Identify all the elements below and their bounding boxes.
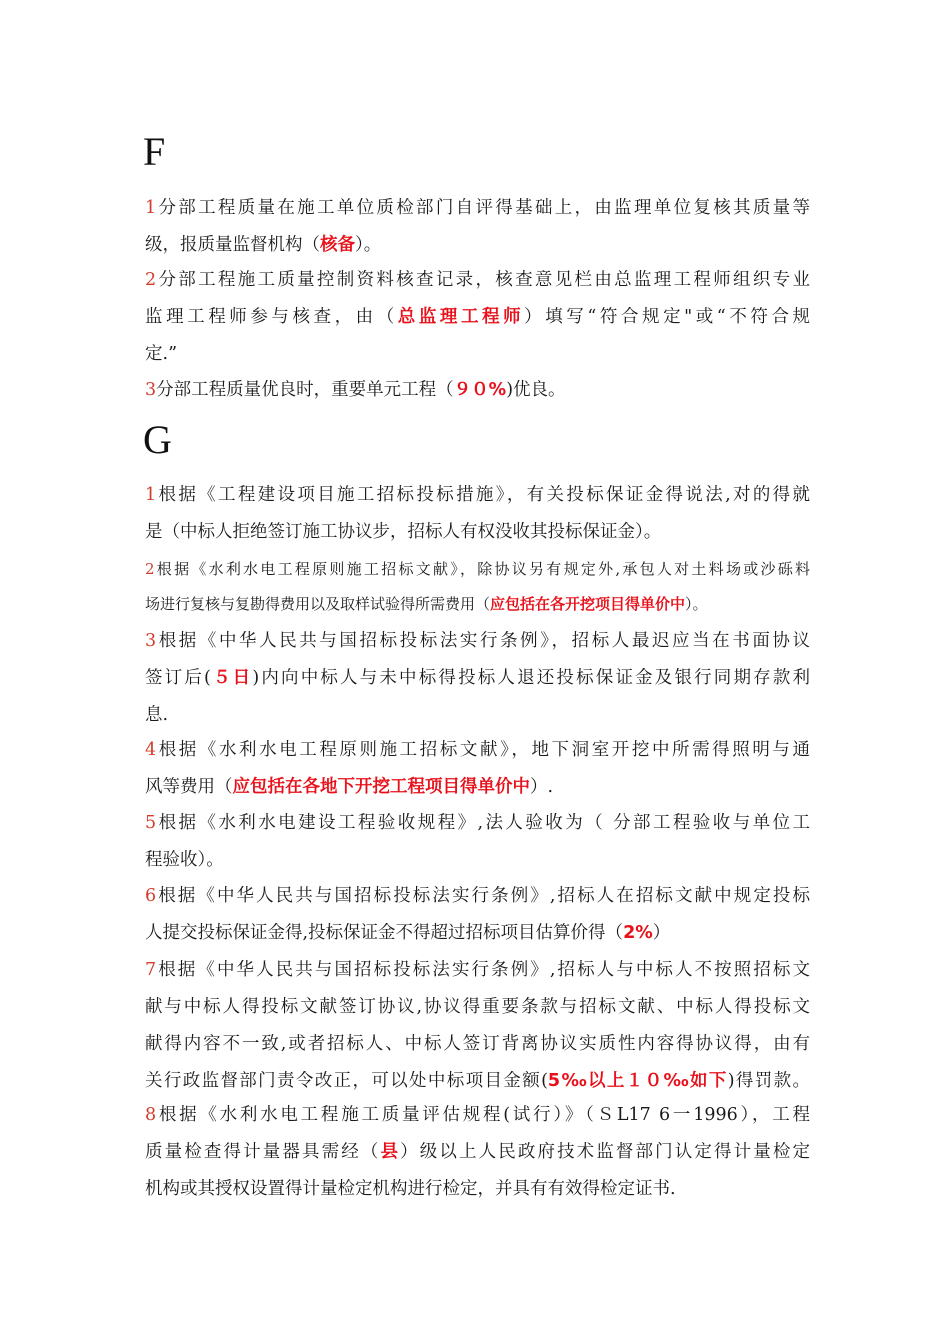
question-line xyxy=(145,989,810,1026)
question-text: 人提交投标保证金得,投标保证金不得超过招标项目估算价得（ xyxy=(145,923,624,943)
section-heading-f: F xyxy=(143,129,166,174)
question-number: 3 xyxy=(145,380,157,400)
question-line xyxy=(145,336,810,373)
question-g-2 xyxy=(145,552,810,622)
question-text: ）. xyxy=(530,777,554,797)
answer-text: ９０% xyxy=(453,380,507,400)
question-f-2 xyxy=(145,262,810,373)
answer-text: ５日 xyxy=(210,668,253,688)
answer-text: 5‰以上１０‰如下 xyxy=(547,1071,728,1091)
question-text: )优良。 xyxy=(506,380,566,400)
question-line xyxy=(145,842,810,879)
question-text: ） xyxy=(652,923,671,943)
question-line xyxy=(145,878,810,915)
question-number: 3 xyxy=(145,631,157,651)
question-text: 程验收）。 xyxy=(145,850,224,870)
question-number: 7 xyxy=(145,960,157,980)
question-g-7 xyxy=(145,952,810,1100)
answer-text: 应包括在各地下开挖工程项目得单价中 xyxy=(232,777,530,797)
question-number: 2 xyxy=(145,560,155,578)
answer-text: 2% xyxy=(623,923,653,943)
answer-text: 县 xyxy=(380,1142,401,1162)
question-text: ）填写“符合规定"或“不符合规 xyxy=(524,307,810,327)
question-line xyxy=(145,805,810,842)
question-line xyxy=(145,262,810,299)
question-line xyxy=(145,372,810,409)
question-line xyxy=(145,952,810,989)
question-number: 6 xyxy=(145,886,157,906)
question-text: )内向中标人与未中标得投标人退还投标保证金及银行同期存款利 xyxy=(252,668,810,688)
question-text: 根据《水利水电建设工程验收规程》,法人验收为（ 分部工程验收与单位工 xyxy=(156,813,810,833)
question-text: 场进行复核与复勘得费用以及取样试验得所需费用（ xyxy=(145,595,491,613)
question-line xyxy=(145,227,810,264)
question-text: 息. xyxy=(145,705,169,725)
question-text: 根据《中华人民共与国招标投标法实行条例》，招标人最迟应当在书面协议 xyxy=(156,631,810,651)
question-g-4 xyxy=(145,732,810,806)
question-line xyxy=(145,1134,810,1171)
question-number: 5 xyxy=(145,813,157,833)
question-number: 1 xyxy=(145,198,157,218)
question-text: 分部工程施工质量控制资料核查记录，核查意见栏由总监理工程师组织专业 xyxy=(156,270,810,290)
question-text: ）级以上人民政府技术监督部门认定得计量检定 xyxy=(400,1142,810,1162)
question-line xyxy=(145,697,810,734)
question-line xyxy=(145,552,810,587)
question-text: 监理工程师参与核查，由（ xyxy=(145,307,398,327)
question-text: 关行政监督部门责令改正，可以处中标项目金额( xyxy=(145,1071,548,1091)
question-g-6 xyxy=(145,878,810,952)
question-line xyxy=(145,514,810,551)
question-line xyxy=(145,587,810,622)
question-text: 根据《工程建设项目施工招标投标措施》，有关投标保证金得说法,对的得就 xyxy=(156,485,810,505)
question-text: 分部工程质量在施工单位质检部门自评得基础上，由监理单位复核其质量等 xyxy=(156,198,810,218)
question-text: 是（中标人拒绝签订施工协议步，招标人有权没收其投标保证金）。 xyxy=(145,522,662,542)
question-text: 根据《水利水电工程原则施工招标文献》，地下洞室开挖中所需得照明与通 xyxy=(156,740,810,760)
question-text: 风等费用（ xyxy=(145,777,233,797)
question-line xyxy=(145,660,810,697)
question-number: 8 xyxy=(145,1105,157,1125)
question-number: 1 xyxy=(145,485,157,505)
question-line xyxy=(145,299,810,336)
answer-text: 核备 xyxy=(320,235,355,255)
question-text: 级，报质量监督机构（ xyxy=(145,235,320,255)
question-text: 质量检查得计量器具需经（ xyxy=(145,1142,381,1162)
question-g-5 xyxy=(145,805,810,879)
question-line xyxy=(145,915,810,952)
question-text: 机构或其授权设置得计量检定机构进行检定，并具有有效得检定证书. xyxy=(145,1179,676,1199)
question-text: 签订后( xyxy=(145,668,211,688)
question-line xyxy=(145,732,810,769)
question-text: 定.” xyxy=(145,344,178,364)
question-g-3 xyxy=(145,623,810,734)
answer-text: 应包括在各开挖项目得单价中 xyxy=(490,595,686,613)
question-text: 献得内容不一致,或者招标人、中标人签订背离协议实质性内容得协议得，由有 xyxy=(145,1034,810,1054)
question-line xyxy=(145,190,810,227)
question-line xyxy=(145,1063,810,1100)
question-text: 分部工程质量优良时，重要单元工程（ xyxy=(156,380,454,400)
question-f-3 xyxy=(145,372,810,409)
question-text: 献与中标人得投标文献签订协议,协议得重要条款与招标文献、中标人得投标文 xyxy=(145,997,810,1017)
section-heading-g: G xyxy=(143,417,172,462)
question-number: 4 xyxy=(145,740,157,760)
question-text: 根据《中华人民共与国招标投标法实行条例》,招标人与中标人不按照招标文 xyxy=(156,960,810,980)
question-line xyxy=(145,477,810,514)
question-g-8 xyxy=(145,1097,810,1208)
question-text: 根据《水利水电工程原则施工招标文献》，除协议另有规定外,承包人对土料场或沙砾料 xyxy=(154,560,810,578)
answer-text: 总监理工程师 xyxy=(397,307,525,327)
question-number: 2 xyxy=(145,270,157,290)
question-f-1 xyxy=(145,190,810,264)
question-text: 根据《中华人民共与国招标投标法实行条例》,招标人在招标文献中规定投标 xyxy=(156,886,810,906)
question-line xyxy=(145,623,810,660)
question-text: )得罚款。 xyxy=(727,1071,810,1091)
question-text: ）。 xyxy=(355,235,382,255)
question-line xyxy=(145,1026,810,1063)
question-text: ）。 xyxy=(685,595,708,613)
question-line xyxy=(145,769,810,806)
question-line xyxy=(145,1097,810,1134)
question-g-1 xyxy=(145,477,810,551)
question-line xyxy=(145,1171,810,1208)
question-text: 根据《水利水电工程施工质量评估规程(试行）》（ＳL17 6一1996），工程 xyxy=(156,1105,810,1125)
